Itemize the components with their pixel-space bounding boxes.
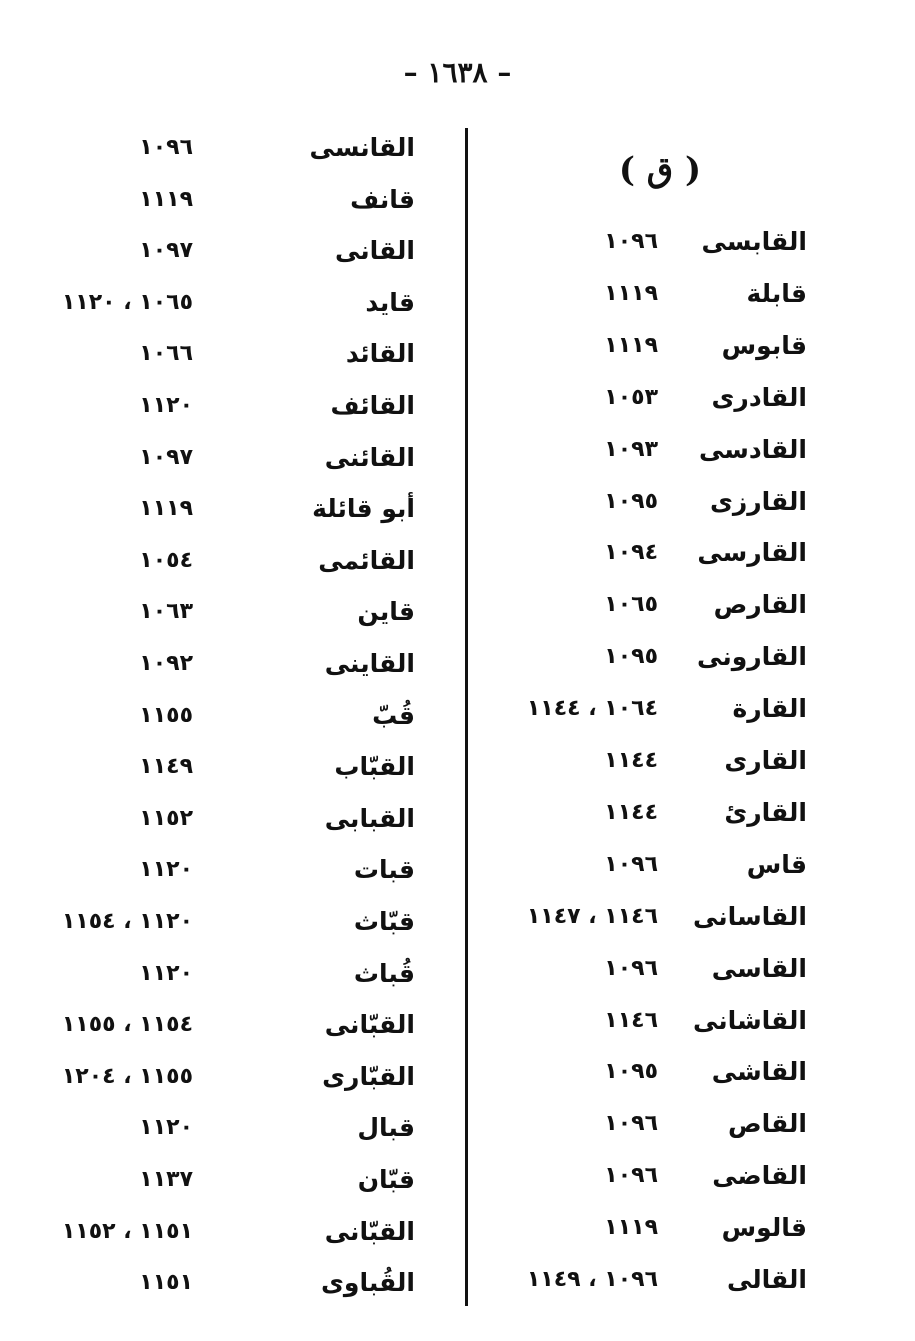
entry-page-refs: ١٠٩٦ ، ١١٤٩ — [526, 1267, 658, 1292]
entry-page-refs: ١٠٩٥ — [604, 488, 658, 514]
entry-page-refs: ١٠٩٥ — [604, 1059, 658, 1085]
entry-page-refs: ١١٤٦ ، ١١٤٧ — [526, 903, 658, 929]
entry-page-refs: ١٠٩٢ — [139, 651, 193, 676]
entry-name: القالى — [726, 1265, 807, 1294]
index-entry — [0, 541, 465, 581]
entry-page-refs: ١١٥٤ ، ١١٥٥ — [61, 1012, 193, 1038]
entry-name: القاضى — [712, 1161, 807, 1191]
index-entry — [0, 180, 465, 220]
section-letter-heading: ( ق ) — [618, 150, 702, 190]
index-entry — [0, 799, 465, 839]
entry-page-refs: ١٠٩٣ — [604, 436, 658, 462]
entry-name: القبّاب — [334, 752, 415, 782]
index-entry — [468, 1052, 915, 1092]
entry-page-refs: ١١٢٠ — [139, 1115, 193, 1141]
index-entry — [0, 1160, 465, 1200]
entry-name: القابسى — [701, 227, 807, 256]
index-entry — [0, 1057, 465, 1097]
entry-name: القُباوى — [321, 1268, 415, 1298]
index-entry — [0, 334, 465, 374]
index-entry — [0, 489, 465, 529]
index-entry — [0, 902, 465, 942]
entry-name: قُباث — [353, 958, 415, 988]
entry-name: قبّاث — [353, 907, 415, 936]
index-entry — [0, 128, 465, 168]
index-entry — [468, 378, 915, 418]
index-entry — [468, 326, 915, 366]
index-entry — [0, 231, 465, 271]
index-entry — [468, 482, 915, 522]
entry-name: القبّارى — [322, 1061, 415, 1091]
index-entry — [468, 793, 915, 833]
entry-name: القبابى — [324, 803, 415, 833]
entry-name: القاسى — [711, 953, 807, 983]
entry-name: القبّانى — [324, 1216, 415, 1246]
entry-page-refs: ١٠٩٦ — [604, 1163, 658, 1189]
entry-page-refs: ١٠٦٣ — [139, 599, 193, 625]
entry-page-refs: ١١١٩ — [604, 280, 658, 306]
entry-page-refs: ١١٢٠ ، ١١٥٤ — [61, 909, 193, 934]
entry-page-refs: ١١٥٥ — [139, 702, 193, 728]
entry-page-refs: ١٠٩٦ — [139, 135, 193, 160]
index-entry — [0, 283, 465, 323]
entry-name: القادسى — [698, 434, 807, 464]
entry-name: القارزى — [709, 486, 807, 516]
entry-page-refs: ١١٣٧ — [139, 1167, 193, 1192]
entry-page-refs: ١٠٩٤ — [604, 540, 658, 566]
index-entry — [468, 845, 915, 885]
entry-name: قبات — [353, 855, 415, 885]
entry-page-refs: ١١٥١ ، ١١٥٢ — [61, 1218, 193, 1244]
index-entry — [0, 1263, 465, 1303]
index-entry — [0, 592, 465, 632]
entry-page-refs: ١١٢٠ — [139, 393, 193, 418]
entry-page-refs: ١٠٩٧ — [139, 444, 193, 470]
entry-name: أبو قائلة — [312, 494, 415, 524]
entry-page-refs: ١١٤٩ — [139, 754, 193, 780]
index-entry — [0, 438, 465, 478]
index-entry — [468, 585, 915, 625]
entry-name: قُبّ — [372, 700, 415, 730]
entry-name: القارة — [732, 694, 807, 724]
index-entry — [0, 747, 465, 787]
entry-page-refs: ١٠٩٦ — [604, 1111, 658, 1137]
entry-name: القارص — [713, 590, 807, 620]
entry-page-refs: ١١١٩ — [139, 186, 193, 212]
entry-page-refs: ١٠٩٦ — [604, 955, 658, 981]
entry-name: قبّان — [357, 1165, 415, 1194]
index-entry — [468, 533, 915, 573]
entry-name: القاشانى — [693, 1005, 807, 1035]
entry-page-refs: ١٠٦٦ — [139, 341, 193, 367]
index-entry — [0, 644, 465, 684]
entry-name: القارسى — [697, 538, 807, 568]
entry-page-refs: ١١٤٤ — [604, 748, 658, 773]
index-entry — [468, 1156, 915, 1196]
page-number: – ١٦٣٨ – — [403, 56, 512, 89]
entry-name: القارى — [724, 746, 807, 775]
entry-page-refs: ١٠٩٦ — [604, 229, 658, 254]
index-entry — [468, 1104, 915, 1144]
entry-name: القانسى — [309, 133, 415, 162]
index-entry — [468, 689, 915, 729]
entry-name: قانف — [350, 184, 415, 214]
entry-name: قابوس — [721, 330, 807, 360]
index-entry — [468, 430, 915, 470]
entry-name: قاس — [746, 849, 807, 879]
index-entry — [468, 1208, 915, 1248]
index-entry — [468, 897, 915, 937]
entry-name: القائنى — [324, 442, 415, 472]
entry-page-refs: ١١١٩ — [604, 332, 658, 358]
entry-page-refs: ١١١٩ — [139, 496, 193, 522]
entry-name: القارئ — [724, 797, 807, 827]
entry-name: قايد — [365, 287, 415, 317]
index-entry — [468, 274, 915, 314]
entry-page-refs: ١١٤٦ — [604, 1007, 658, 1033]
entry-page-refs: ١٠٥٣ — [604, 384, 658, 410]
entry-name: القاشى — [711, 1057, 807, 1087]
entry-page-refs: ١١٤٤ — [604, 799, 658, 825]
entry-page-refs: ١١٥٢ — [139, 805, 193, 831]
entry-page-refs: ١١٢٠ — [139, 857, 193, 883]
entry-name: قاين — [357, 597, 415, 627]
entry-name: قابلة — [746, 278, 807, 308]
entry-name: القائد — [345, 339, 415, 369]
entry-page-refs: ١٠٩٥ — [604, 644, 658, 670]
index-entry — [0, 696, 465, 736]
entry-name: القانى — [334, 236, 415, 266]
index-entry — [0, 386, 465, 426]
entry-page-refs: ١٠٩٧ — [139, 238, 193, 264]
index-entry — [468, 741, 915, 781]
entry-name: القبّانى — [324, 1010, 415, 1040]
index-entry — [0, 1005, 465, 1045]
entry-page-refs: ١٠٥٤ — [139, 547, 193, 573]
index-entry — [468, 1260, 915, 1300]
entry-name: القارونى — [697, 642, 807, 672]
entry-page-refs: ١١٢٠ — [139, 960, 193, 986]
index-entry — [468, 637, 915, 677]
index-entry — [468, 222, 915, 262]
entry-page-refs: ١١٥٥ ، ١٢٠٤ — [61, 1063, 193, 1089]
entry-name: قالوس — [721, 1213, 807, 1243]
index-entry — [0, 1212, 465, 1252]
entry-page-refs: ١١٥١ — [139, 1270, 193, 1296]
entry-name: القائف — [330, 391, 415, 420]
index-entry — [468, 1001, 915, 1041]
entry-name: قبال — [357, 1113, 415, 1143]
entry-page-refs: ١٠٦٤ ، ١١٤٤ — [526, 696, 658, 722]
entry-name: القادرى — [711, 382, 807, 412]
entry-page-refs: ١٠٩٦ — [604, 851, 658, 877]
entry-page-refs: ١١١٩ — [604, 1215, 658, 1241]
entry-name: القاص — [728, 1109, 807, 1139]
entry-name: القائمى — [318, 545, 415, 575]
index-entry — [468, 949, 915, 989]
index-entry — [0, 850, 465, 890]
entry-name: القاسانى — [693, 901, 807, 931]
entry-name: القاينى — [324, 649, 415, 678]
index-entry — [0, 1108, 465, 1148]
entry-page-refs: ١٠٦٥ — [604, 592, 658, 618]
entry-page-refs: ١٠٦٥ ، ١١٢٠ — [61, 289, 193, 315]
index-entry — [0, 954, 465, 994]
